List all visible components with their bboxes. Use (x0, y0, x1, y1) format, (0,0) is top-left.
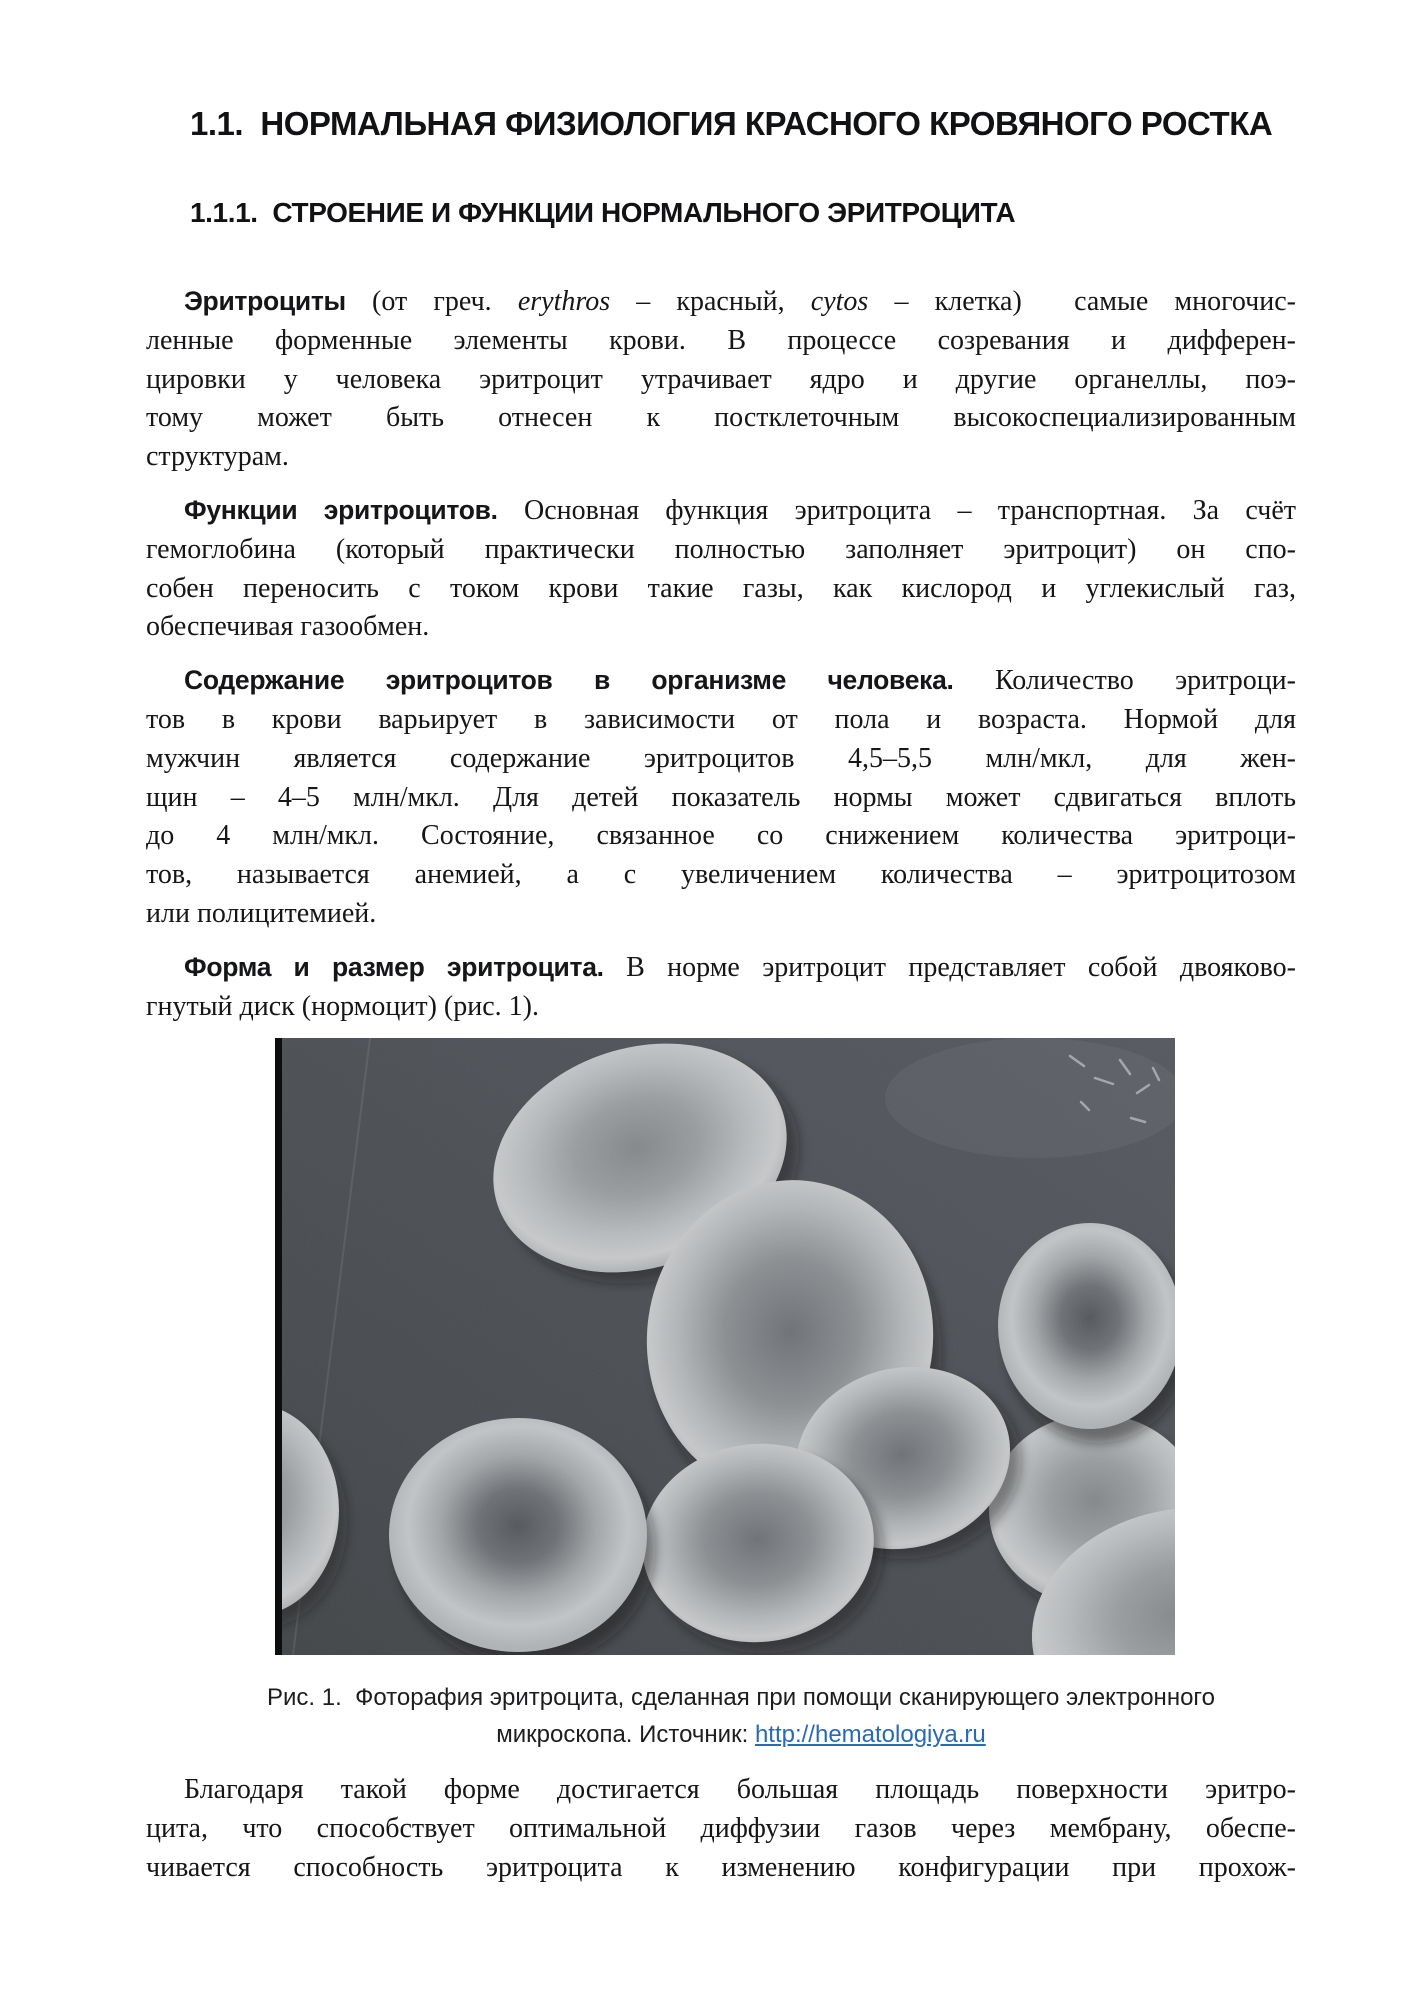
text-line (146, 361, 1296, 400)
text-run: цита, что способствует оптимальной диффузии газов через мембрану, обеспе- (146, 1813, 1296, 1845)
text-line (146, 988, 1296, 1027)
text-line (146, 1771, 1296, 1810)
caption-line-1: Рис. 1. Фоторафия эритроцита, сделанная при помощи сканирующего электронного (267, 1684, 1215, 1712)
subsection-heading: 1.1.1. СТРОЕНИЕ И ФУНКЦИИ НОРМАЛЬНОГО ЭРИТРОЦИТА (190, 197, 1016, 228)
text-run: тов в крови варьирует в зависимости от пола и возраста. Нормой для (146, 703, 1296, 735)
figure-1 (275, 1038, 1175, 1655)
text-line (146, 399, 1296, 438)
text-run: cytos (810, 286, 869, 317)
text-run: или полицитемией. (146, 897, 377, 929)
paragraph (146, 661, 1296, 934)
run-in-heading: Эритроциты (184, 286, 346, 316)
body-paragraphs-after (146, 1771, 1296, 1887)
text-line (146, 1810, 1296, 1849)
electron-micrograph-image (275, 1038, 1175, 1655)
run-in-heading: Форма и размер эритроцита. (184, 951, 604, 982)
text-run: Количество эритроци- (953, 665, 1296, 697)
text-line (146, 282, 1296, 322)
paragraph (146, 948, 1296, 1027)
text-run: Основная функция эритроцита – транспортная. За счёт (497, 494, 1296, 526)
text-run: erythros (517, 286, 611, 317)
text-run: щин – 4–5 млн/мкл. Для детей показатель нормы может сдвигаться вплоть (146, 781, 1296, 813)
paragraph (146, 491, 1296, 647)
text-run: (от греч. (345, 286, 518, 317)
body-paragraphs (146, 282, 1296, 1026)
text-line (146, 322, 1296, 361)
text-run: тому может быть отнесен к постклеточным высокоспециализированным (146, 402, 1296, 434)
text-line (146, 856, 1296, 895)
text-line (146, 948, 1296, 988)
paragraph (146, 282, 1296, 477)
text-line (146, 817, 1296, 856)
source-link[interactable]: http://hematologiya.ru (754, 1721, 986, 1749)
text-line (146, 895, 1296, 934)
text-line (146, 740, 1296, 779)
text-run: чивается способность эритроцита к изменению конфигурации при прохож- (146, 1851, 1296, 1883)
text-line (146, 570, 1296, 609)
text-line (146, 438, 1296, 477)
figure-caption (146, 1679, 1296, 1753)
text-run: собен переносить с током крови такие газы, как кислород и углекислый газ, (146, 572, 1296, 604)
section-heading: 1.1. НОРМАЛЬНАЯ ФИЗИОЛОГИЯ КРАСНОГО КРОВЯНОГО РОСТКА (190, 105, 1273, 142)
text-run: ленные форменные элементы крови. В процессе созревания и дифферен- (146, 324, 1296, 356)
paragraph (146, 1771, 1296, 1887)
text-run: – клетка) самые многочис- (868, 286, 1296, 317)
run-in-heading: Функции эритроцитов. (184, 494, 498, 525)
text-line (146, 661, 1296, 701)
text-run: В норме эритроцит представляет собой двояково- (603, 951, 1296, 983)
text-line (146, 1849, 1296, 1888)
text-run: мужчин является содержание эритроцитов 4,5–5,5 млн/мкл, для жен- (146, 742, 1296, 774)
text-line (146, 531, 1296, 570)
caption-line-2 (186, 1716, 1296, 1753)
text-run: цировки у человека эритроцит утрачивает ядро и другие органеллы, поэ- (146, 363, 1296, 395)
text-run: гнутый диск (нормоцит) (рис. 1). (146, 990, 539, 1022)
text-line (146, 701, 1296, 740)
caption-source-label: микроскопа. Источник: (496, 1721, 755, 1749)
run-in-heading: Содержание эритроцитов в организме человека. (184, 665, 954, 696)
text-line (146, 608, 1296, 647)
text-run: обеспечивая газообмен. (146, 611, 430, 643)
text-line (146, 491, 1296, 531)
text-run: структурам. (146, 441, 289, 473)
text-run: – красный, (610, 286, 811, 317)
text-run: до 4 млн/мкл. Состояние, связанное со снижением количества эритроци- (146, 820, 1296, 852)
text-run: гемоглобина (который практически полностью заполняет эритроцит) он спо- (146, 533, 1296, 565)
text-line (146, 779, 1296, 818)
text-run: Благодаря такой форме достигается большая площадь поверхности эритро- (184, 1774, 1296, 1806)
text-run: тов, называется анемией, а с увеличением количества – эритроцитозом (146, 859, 1296, 891)
